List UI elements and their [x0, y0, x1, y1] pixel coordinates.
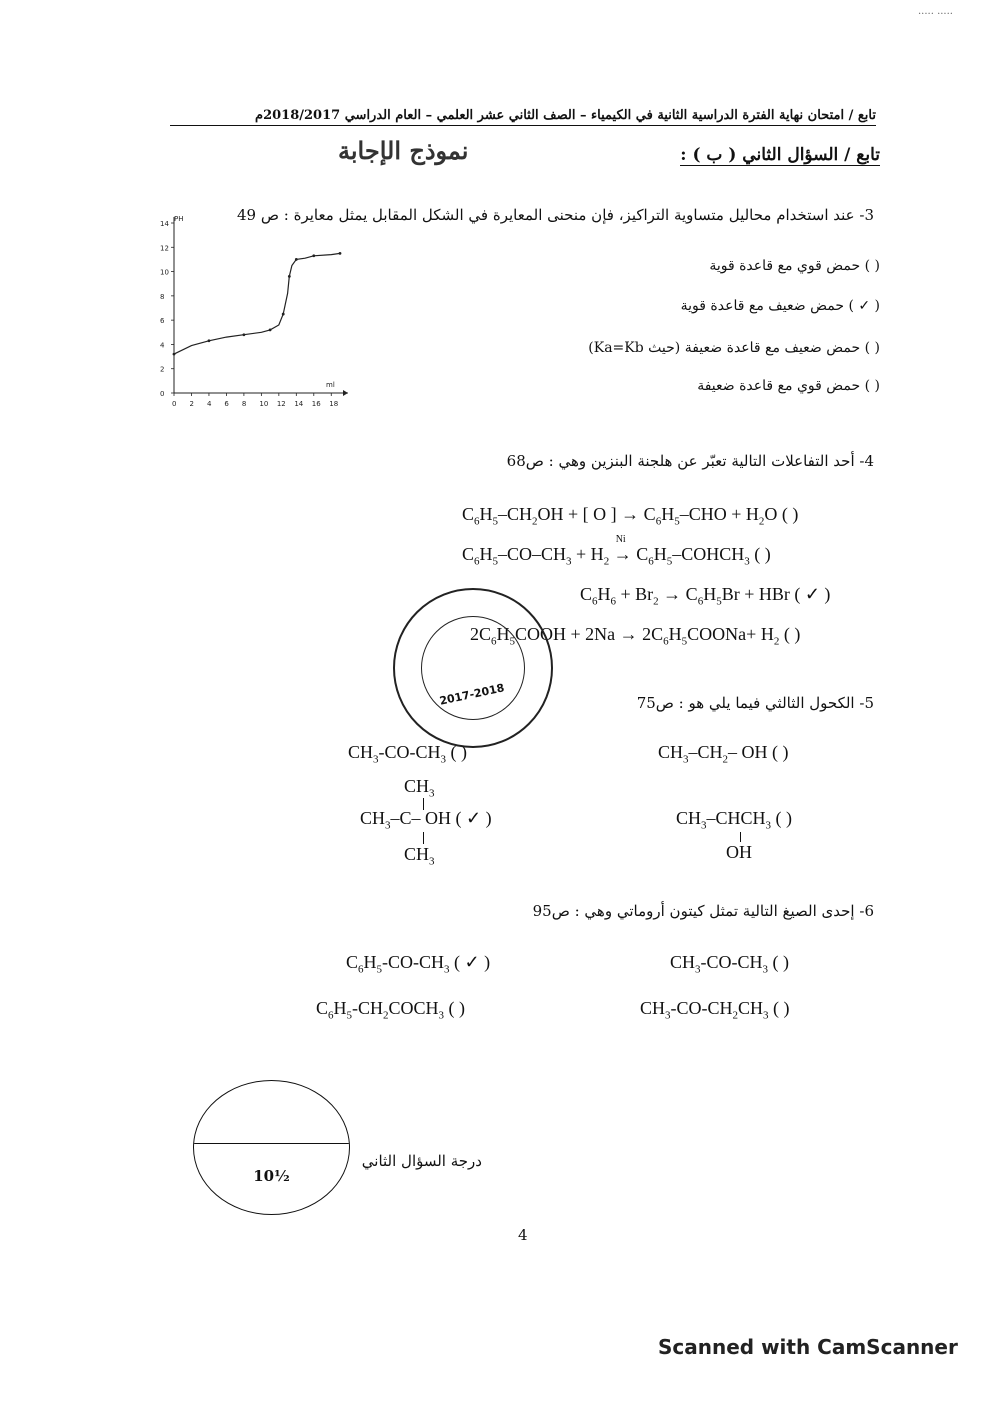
x-axis-label: ml [326, 381, 335, 389]
q4-reaction-2[interactable] [462, 534, 771, 568]
data-point [312, 254, 315, 257]
seal-inner-ring [421, 616, 525, 720]
formula: $2C_6H_5COOH + 2Na$ → $2C_6H_5COONa+ H_2$ [470, 624, 780, 648]
q6-option-3[interactable] [640, 998, 790, 1022]
answer-mark: ( ) [754, 544, 771, 564]
x-tick-label: 12 [276, 400, 286, 408]
x-tick-label: 8 [241, 400, 247, 408]
score-value: 10½ [253, 1167, 290, 1185]
data-point [295, 258, 298, 261]
seal-year: 2017-2018 [438, 681, 506, 708]
x-tick-label: 6 [224, 400, 229, 408]
y-tick-label: 10 [160, 268, 169, 277]
q5-text: 5- الكحول الثالثي فيما يلي هو : ص75 [636, 694, 874, 712]
option-label: حمض قوي مع قاعدة قوية [709, 258, 861, 274]
y-axis-label: PH [174, 215, 184, 223]
x-tick-label: 14 [294, 400, 304, 408]
q4-reaction-3[interactable] [580, 584, 830, 608]
formula: $CH_3-CO-CH_3$ [348, 742, 447, 766]
section-title: تابع / السؤال الثاني ( ب ) : [680, 145, 880, 165]
data-point [282, 313, 285, 316]
answer-mark: ( ) [864, 378, 880, 394]
camscanner-footer: Scanned with CamScanner [658, 1335, 958, 1359]
x-tick-label: 16 [311, 400, 321, 408]
data-point [208, 339, 211, 342]
data-point [269, 328, 272, 331]
q6-option-4[interactable] [316, 998, 465, 1022]
q5-option-c-top: $CH_3$ [404, 776, 435, 800]
q5-option-a[interactable] [658, 742, 789, 766]
answer-mark: ( ) [448, 998, 466, 1018]
formula: $CH_3-CHCH_3$ [676, 808, 772, 832]
answer-mark: ( ) [772, 952, 790, 972]
data-point [173, 353, 176, 356]
formula: $C_6H_5-CO-CH_3$ [346, 952, 450, 976]
q5-option-c-bottom: $CH_3$ [404, 844, 435, 868]
chart-axes [174, 217, 348, 396]
option-label: حمض ضعيف مع قاعدة قوية [680, 298, 844, 314]
data-point [242, 333, 245, 336]
model-answer-stamp: نموذج الإجابة [338, 136, 469, 165]
option-label: حمض ضعيف مع قاعدة ضعيفة (حيث Ka=Kb) [588, 340, 861, 356]
formula: $CH_3-CH_2-$ OH [658, 742, 768, 766]
formula: $CH_3-CO-CH_3$ [670, 952, 769, 976]
answer-mark: ( ✓ ) [848, 298, 880, 314]
formula: $CH_3-CO-CH_2CH_3$ [640, 998, 769, 1022]
q5-option-d[interactable] [676, 808, 792, 832]
q5-option-b[interactable] [348, 742, 467, 766]
y-tick-label: 8 [160, 292, 165, 301]
y-tick-label: 14 [160, 220, 169, 228]
x-tick-label: 2 [189, 400, 194, 408]
y-tick-label: 6 [160, 317, 165, 326]
answer-mark: ( ) [772, 742, 789, 762]
answer-mark: ( ) [864, 340, 880, 356]
answer-mark: ( ) [450, 742, 468, 762]
data-point [288, 275, 291, 278]
answer-mark: ( ) [783, 624, 801, 644]
x-axis-arrow [343, 390, 348, 396]
answer-mark: ( ) [781, 504, 799, 524]
x-tick-label: 4 [206, 400, 212, 408]
y-tick-label: 4 [160, 341, 165, 350]
formula: $C_6H_5-CO-CH_3 + H_2$ → Ni $C_6H_5-COHCH_3$ [462, 534, 750, 568]
q3-text: 3- عند استخدام محاليل متساوية التراكيز، فإن منحنى المعايرة في الشكل المقابل يمثل معايرة : ص 49 [237, 206, 874, 224]
y-tick-label: 2 [160, 365, 165, 374]
y-tick-label: 0 [160, 390, 165, 398]
option-label: حمض قوي مع قاعدة ضعيفة [697, 378, 861, 394]
answer-mark: ( ) [864, 258, 880, 274]
x-tick-label: 10 [259, 400, 269, 408]
titration-chart [150, 205, 360, 425]
page-number: 4 [518, 1226, 528, 1244]
y-tick-label: 12 [160, 244, 169, 253]
q6-option-2[interactable] [346, 952, 490, 976]
q6-option-1[interactable] [670, 952, 789, 976]
q4-reaction-1[interactable] [462, 504, 798, 528]
score-label: درجة السؤال الثاني [361, 1152, 482, 1170]
answer-mark: ( ✓ ) [794, 584, 831, 604]
x-tick-label: 18 [329, 400, 339, 408]
formula: $C_6H_5-CH_2COCH_3$ [316, 998, 445, 1022]
ministry-seal [393, 588, 553, 748]
data-point [339, 252, 342, 255]
exam-header: تابع / امتحان نهاية الفترة الدراسية الثانية في الكيمياء – الصف الثاني عشر العلمي – العام الدراسي 2018/2017م [170, 108, 876, 126]
bond-line [740, 832, 741, 842]
answer-mark: ( ✓ ) [455, 808, 492, 828]
chart-ticks [160, 220, 338, 408]
q5-option-c[interactable] [360, 808, 492, 832]
formula: $C_6H_5-CH_2OH$ + [ O ] → $C_6H_5$–CHO + $H_2O$ [462, 504, 778, 528]
q3-option-1[interactable] [709, 258, 880, 274]
answer-mark: ( ✓ ) [454, 952, 491, 972]
score-oval [193, 1080, 350, 1215]
q4-text: 4- أحد التفاعلات التالية تعبّر عن هلجنة البنزين وهي : ص68 [506, 452, 874, 470]
formula: $C_6H_6 + Br_2 \to C_6H_5Br$ + HBr [580, 584, 790, 608]
x-tick-label: 0 [172, 400, 177, 408]
q3-option-3[interactable] [588, 340, 880, 356]
bond-line [423, 832, 424, 844]
answer-mark: ( ) [775, 808, 793, 828]
answer-mark: ( ) [773, 998, 790, 1018]
formula: $CH_3-C-$ OH [360, 808, 452, 832]
q6-text: 6- إحدى الصيغ التالية تمثل كيتون أروماتي وهي : ص95 [532, 902, 874, 920]
q3-option-2[interactable] [681, 298, 880, 314]
titration-curve [174, 253, 340, 354]
q5-option-d-bottom: OH [726, 842, 752, 862]
score-divider [194, 1143, 349, 1144]
q3-option-4[interactable] [697, 378, 880, 394]
corner-mark: ..... ..... [918, 6, 953, 17]
